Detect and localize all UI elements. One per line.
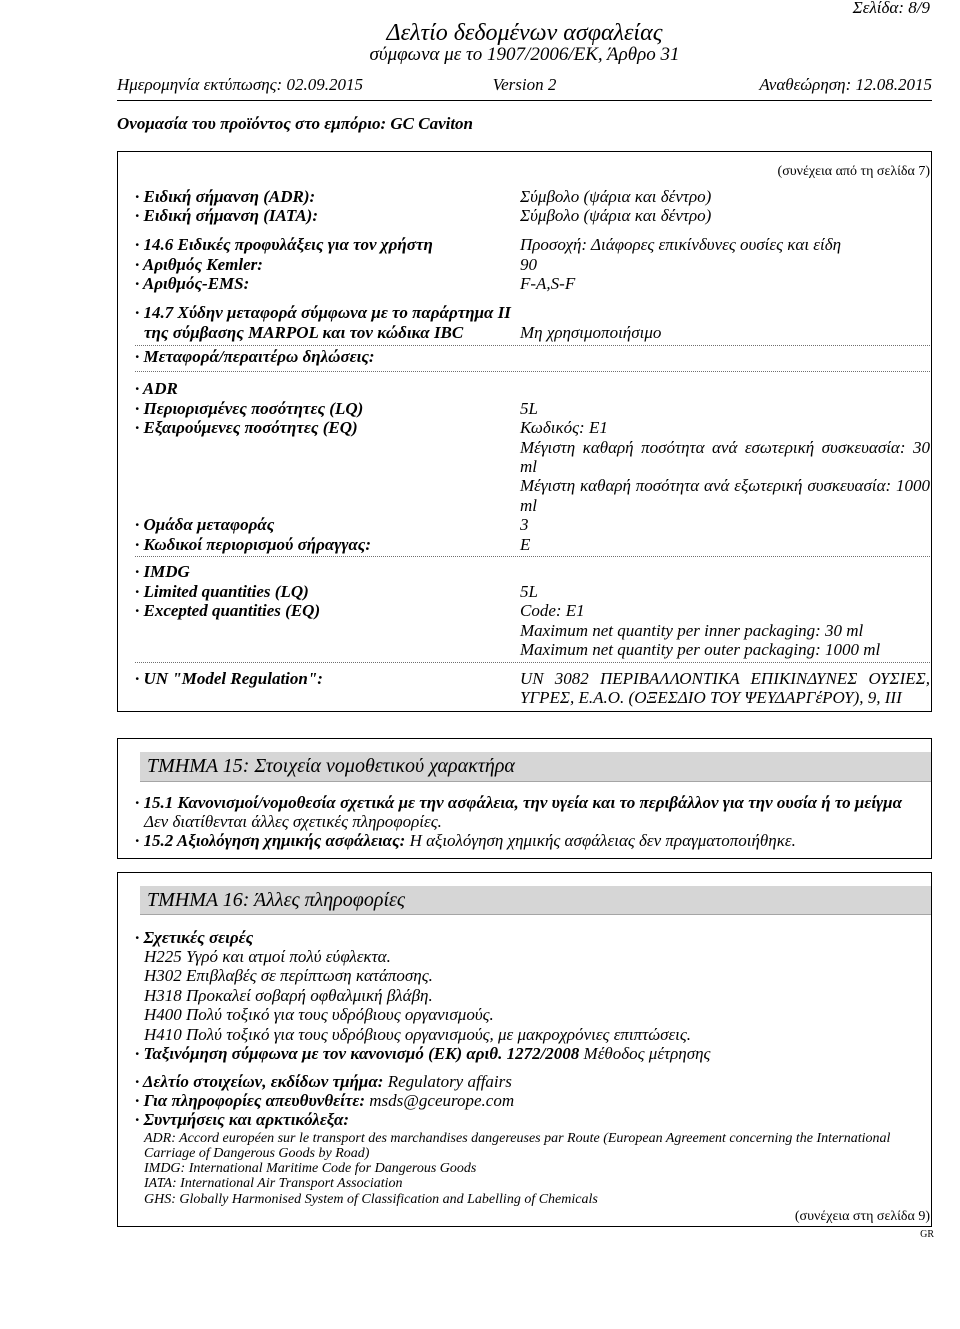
section-16-box bbox=[117, 872, 932, 1227]
kemler-number-value: 90 bbox=[520, 254, 537, 274]
classification-value: Μέθοδος μέτρησης bbox=[583, 1043, 711, 1063]
continued-from-note: (συνέχεια από τη σελίδα 7) bbox=[777, 164, 930, 179]
contact bbox=[135, 1091, 931, 1110]
special-marking-iata-value: Σύμβολο (ψάρια και δέντρο) bbox=[520, 206, 712, 226]
bulk-transport-row bbox=[135, 303, 931, 342]
adr-tunnel-code-value: E bbox=[520, 534, 531, 554]
classification-label: · Ταξινόμηση σύμφωνα με τον κανονισμό (ΕΚ) αριθ. 1272/2008 bbox=[135, 1043, 580, 1063]
section-14-box bbox=[117, 151, 932, 712]
imdg-eq-code: Code: E1 bbox=[520, 601, 585, 621]
issuing-department-value: Regulatory affairs bbox=[387, 1071, 512, 1091]
special-marking-adr-row bbox=[135, 187, 931, 206]
imdg-eq-outer: Maximum net quantity per outer packaging: 1000 ml bbox=[520, 640, 881, 660]
adr-transport-category-label: · Ομάδα μεταφοράς bbox=[135, 515, 275, 535]
section-15-title: ΤΜΗΜΑ 15: Στοιχεία νομοθετικού χαρακτήρα bbox=[140, 752, 931, 782]
document-title: Δελτίο δεδομένων ασφαλείας bbox=[386, 20, 663, 46]
header-divider bbox=[117, 100, 932, 101]
hazard-phrase: H400 Πολύ τοξικό για τους υδρόβιους οργανισμούς. bbox=[144, 1005, 494, 1025]
adr-tunnel-code-row bbox=[135, 535, 931, 554]
header-meta bbox=[117, 75, 932, 95]
revision-date: Αναθεώρηση: 12.08.2015 bbox=[759, 75, 932, 94]
hazard-phrase: H318 Προκαλεί σοβαρή οφθαλμική βλάβη. bbox=[144, 985, 433, 1005]
un-model-regulation-value: UN 3082 ΠΕΡΙΒΑΛΛΟΝΤΙΚΑ ΕΠΙΚΙΝΔΥΝΕΣ ΟΥΣΙΕΣ, ΥΓΡΕΣ, Ε.Α.Ο. (ΟΞΕΣΔΙΟ ΤΟΥ ΨΕΥΔΑΡΓέΡΟΥ), 9, III bbox=[520, 668, 930, 707]
ems-number-value: F-A,S-F bbox=[520, 274, 576, 294]
ems-number-row bbox=[135, 274, 931, 293]
item-15-2 bbox=[135, 831, 931, 850]
kemler-number-label: · Αριθμός Kemler: bbox=[135, 254, 263, 274]
dotted-divider bbox=[135, 662, 930, 663]
imdg-limited-quantities-value: 5L bbox=[520, 581, 538, 601]
bulk-transport-value: Μη χρησιμοποιήσιμο bbox=[520, 322, 662, 342]
imdg-excepted-quantities-row bbox=[135, 601, 931, 659]
document-body bbox=[117, 151, 932, 1241]
dotted-divider bbox=[135, 371, 930, 372]
abbreviation-entry: GHS: Globally Harmonised System of Classification and Labelling of Chemicals bbox=[144, 1191, 598, 1207]
user-precautions-value: Προσοχή: Διάφορες επικίνδυνες ουσίες και είδη bbox=[520, 235, 842, 255]
ems-number-label: · Αριθμός-EMS: bbox=[135, 274, 250, 294]
item-15-1-label: · 15.1 Κανονισμοί/νομοθεσία σχετικά με την ασφάλεια, την υγεία και το περιβάλλον για την ουσία ή το μείγμα bbox=[135, 792, 902, 812]
print-date: Ημερομηνία εκτύπωσης: 02.09.2015 bbox=[117, 75, 363, 94]
special-marking-iata-label: · Ειδική σήμανση (IATA): bbox=[135, 206, 319, 226]
adr-excepted-quantities-label: · Εξαιρούμενες ποσότητες (EQ) bbox=[135, 418, 358, 438]
adr-eq-outer: Μέγιστη καθαρή ποσότητα ανά εξωτερική συσκευασία: 1000 ml bbox=[520, 476, 930, 515]
dotted-divider bbox=[135, 556, 930, 557]
product-name: Ονομασία του προϊόντος στο εμπόριο: GC Caviton bbox=[117, 114, 474, 133]
hazard-phrase: H302 Επιβλαβές σε περίπτωση κατάποσης. bbox=[144, 966, 433, 986]
imdg-heading-row bbox=[135, 562, 931, 581]
adr-limited-quantities-value: 5L bbox=[520, 398, 538, 418]
adr-limited-quantities-label: · Περιορισμένες ποσότητες (LQ) bbox=[135, 398, 364, 418]
adr-heading-row bbox=[135, 379, 931, 398]
adr-limited-quantities-row bbox=[135, 399, 931, 418]
adr-tunnel-code-label: · Κωδικοί περιορισμού σήραγγας: bbox=[135, 534, 372, 554]
abbreviation-entry: IATA: International Air Transport Association bbox=[144, 1176, 403, 1192]
classification bbox=[135, 1044, 931, 1063]
issuing-department bbox=[135, 1072, 931, 1091]
kemler-number-row bbox=[135, 255, 931, 274]
un-model-regulation-row bbox=[135, 669, 931, 708]
page-number: Σελίδα: 8/9 bbox=[852, 0, 930, 17]
contact-email: msds@gceurope.com bbox=[369, 1090, 515, 1110]
section-16-title: ΤΜΗΜΑ 16: Άλλες πληροφορίες bbox=[140, 886, 931, 915]
imdg-eq-inner: Maximum net quantity per inner packaging: 30 ml bbox=[520, 620, 864, 640]
special-marking-adr-label: · Ειδική σήμανση (ADR): bbox=[135, 187, 316, 206]
adr-transport-category-row bbox=[135, 515, 931, 534]
imdg-heading: · IMDG bbox=[135, 562, 190, 582]
adr-excepted-quantities-value bbox=[520, 418, 930, 515]
dotted-divider bbox=[135, 345, 930, 346]
adr-heading: · ADR bbox=[135, 379, 178, 399]
imdg-limited-quantities-label: · Limited quantities (LQ) bbox=[135, 581, 309, 601]
further-statements-row bbox=[135, 347, 931, 366]
version: Version 2 bbox=[492, 75, 557, 94]
relevant-phrases-label: · Σχετικές σειρές bbox=[135, 927, 254, 947]
imdg-limited-quantities-row bbox=[135, 582, 931, 601]
document-subtitle: σύμφωνα με το 1907/2006/ΕΚ, Άρθρο 31 bbox=[369, 44, 680, 65]
section-15-box bbox=[117, 738, 932, 858]
issuing-department-label: · Δελτίο στοιχείων, εκδίδων τμήμα: bbox=[135, 1071, 384, 1091]
hazard-phrase: H225 Υγρό και ατμοί πολύ εύφλεκτα. bbox=[144, 946, 391, 966]
item-15-1-text: Δεν διατίθενται άλλες σχετικές πληροφορίες. bbox=[144, 811, 442, 831]
adr-eq-inner: Μέγιστη καθαρή ποσότητα ανά εσωτερική συσκευασία: 30 ml bbox=[520, 437, 930, 477]
hazard-phrase: H410 Πολύ τοξικό για τους υδρόβιους οργανισμούς, με μακροχρόνιες επιπτώσεις. bbox=[144, 1024, 692, 1044]
abbreviations-label: · Συντμήσεις και αρκτικόλεξα: bbox=[135, 1110, 350, 1130]
contact-label: · Για πληροφορίες απευθυνθείτε: bbox=[135, 1090, 366, 1110]
abbreviation-entry: IMDG: International Maritime Code for Dangerous Goods bbox=[144, 1161, 477, 1177]
bulk-transport-label bbox=[135, 303, 520, 342]
adr-eq-code: Κωδικός: E1 bbox=[520, 418, 608, 438]
un-model-regulation-label: · UN "Model Regulation": bbox=[135, 668, 323, 688]
imdg-excepted-quantities-value bbox=[520, 601, 930, 659]
language-code: GR bbox=[920, 1228, 934, 1240]
user-precautions-label: · 14.6 Ειδικές προφυλάξεις για τον χρήστη bbox=[135, 235, 433, 255]
further-statements-label: · Μεταφορά/περαιτέρω δηλώσεις: bbox=[135, 347, 375, 367]
adr-excepted-quantities-row bbox=[135, 418, 931, 515]
user-precautions-row bbox=[135, 235, 931, 254]
item-15-2-text: Η αξιολόγηση χημικής ασφάλειας δεν πραγματοποιήθηκε. bbox=[409, 831, 796, 851]
continued-on-note: (συνέχεια στη σελίδα 9) bbox=[794, 1208, 930, 1224]
special-marking-iata-row bbox=[135, 206, 931, 225]
item-15-2-label: · 15.2 Αξιολόγηση χημικής ασφάλειας: bbox=[135, 831, 406, 851]
imdg-excepted-quantities-label: · Excepted quantities (EQ) bbox=[135, 601, 321, 621]
adr-transport-category-value: 3 bbox=[520, 515, 529, 535]
special-marking-adr-value: Σύμβολο (ψάρια και δέντρο) bbox=[520, 187, 712, 206]
bulk-transport-label-line1: · 14.7 Χύδην μεταφορά σύμφωνα με το παράρτημα II bbox=[135, 303, 511, 323]
abbreviation-entry: ADR: Accord européen sur le transport des marchandises dangereuses par Route (European Agreement concerning the International Carriage of Dangerous Goods by Road) bbox=[144, 1130, 891, 1161]
bulk-transport-label-line2: της σύμβασης MARPOL και τον κώδικα IBC bbox=[144, 322, 464, 342]
